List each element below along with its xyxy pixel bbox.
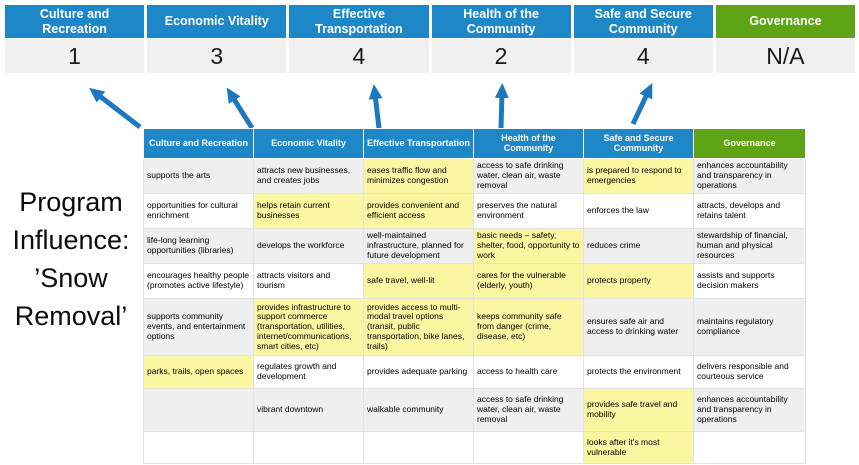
- matrix-cell: provides convenient and efficient access: [364, 194, 474, 229]
- matrix-cell: eases traffic flow and minimizes congestion: [364, 159, 474, 194]
- title-line: Influence:: [12, 225, 130, 255]
- matrix-cell: walkable community: [364, 389, 474, 432]
- matrix-cell: well-maintained infrastructure, planned for future development: [364, 229, 474, 264]
- matrix-cell: safe travel, well-lit: [364, 264, 474, 299]
- matrix-cell: provides access to multi-modal travel options (transit, public transportation, bike lanes, trails): [364, 299, 474, 356]
- scoreboard-category-label: Safe and Secure Community: [574, 5, 713, 38]
- matrix-cell: preserves the natural environment: [474, 194, 584, 229]
- matrix-cell: assists and supports decision makers: [694, 264, 806, 299]
- matrix-cell: [254, 432, 364, 464]
- matrix-cell: provides infrastructure to support commerce (transportation, utilities, internet/communications, smart cities, etc): [254, 299, 364, 356]
- matrix-cell: enhances accountability and transparency in operations: [694, 389, 806, 432]
- up-arrow-icon: [375, 94, 379, 128]
- matrix-cell: [474, 432, 584, 464]
- matrix-cell: [144, 432, 254, 464]
- matrix-cell: attracts new businesses, and creates jobs: [254, 159, 364, 194]
- matrix-column-header: Governance: [694, 129, 806, 159]
- table-row: [144, 229, 806, 264]
- scoreboard-category-label: Governance: [716, 5, 855, 38]
- matrix-cell: looks after it's most vulnerable: [584, 432, 694, 464]
- influence-matrix-table: [143, 128, 806, 464]
- matrix-cell: enforces the law: [584, 194, 694, 229]
- table-row: [144, 432, 806, 464]
- matrix-cell: provides adequate parking: [364, 356, 474, 389]
- matrix-cell: keeps community safe from danger (crime, disease, etc): [474, 299, 584, 356]
- table-row: [144, 159, 806, 194]
- scoreboard-category-label: Health of the Community: [432, 5, 571, 38]
- matrix-cell: protects the environment: [584, 356, 694, 389]
- matrix-cell: stewardship of financial, human and physical resources: [694, 229, 806, 264]
- scoreboard-score-value: 2: [432, 39, 571, 73]
- matrix-cell: access to health care: [474, 356, 584, 389]
- scoreboard-score-row: [5, 39, 855, 73]
- scoreboard-category-label: Economic Vitality: [147, 5, 286, 38]
- matrix-cell: basic needs – safety, shelter, food, opportunity to work: [474, 229, 584, 264]
- scoreboard-category-label: Culture and Recreation: [5, 5, 144, 38]
- matrix-cell: encourages healthy people (promotes active lifestyle): [144, 264, 254, 299]
- matrix-cell: attracts visitors and tourism: [254, 264, 364, 299]
- matrix-cell: protects property: [584, 264, 694, 299]
- table-row: [144, 264, 806, 299]
- matrix-cell: life-long learning opportunities (libraries): [144, 229, 254, 264]
- matrix-cell: helps retain current businesses: [254, 194, 364, 229]
- matrix-cell: develops the workforce: [254, 229, 364, 264]
- matrix-cell: reduces crime: [584, 229, 694, 264]
- matrix-cell: cares for the vulnerable (elderly, youth): [474, 264, 584, 299]
- matrix-cell: [364, 432, 474, 464]
- influence-table-body: [144, 159, 806, 464]
- table-row: [144, 356, 806, 389]
- up-arrow-icon: [501, 93, 502, 128]
- matrix-cell: [144, 389, 254, 432]
- scoreboard-score-value: 4: [289, 39, 428, 73]
- matrix-cell: [694, 432, 806, 464]
- scoreboard-score-value: 3: [147, 39, 286, 73]
- table-row: [144, 194, 806, 229]
- matrix-cell: enhances accountability and transparency in operations: [694, 159, 806, 194]
- matrix-header-row: [144, 129, 806, 159]
- scoreboard-header-row: [5, 5, 855, 38]
- title-line: Program: [19, 187, 123, 217]
- scoreboard-score-value: 1: [5, 39, 144, 73]
- scoreboard-score-value: 4: [574, 39, 713, 73]
- scoreboard-category-label: Effective Transportation: [289, 5, 428, 38]
- scoreboard-score-value: N/A: [716, 39, 855, 73]
- matrix-column-header: Economic Vitality: [254, 129, 364, 159]
- up-arrow-icon: [633, 92, 648, 124]
- matrix-cell: vibrant downtown: [254, 389, 364, 432]
- matrix-cell: access to safe drinking water, clean air, waste removal: [474, 159, 584, 194]
- up-arrow-icon: [232, 96, 252, 128]
- matrix-cell: provides safe travel and mobility: [584, 389, 694, 432]
- matrix-cell: attracts, develops and retains talent: [694, 194, 806, 229]
- matrix-column-header: Safe and Secure Community: [584, 129, 694, 159]
- matrix-cell: is prepared to respond to emergencies: [584, 159, 694, 194]
- table-row: [144, 389, 806, 432]
- matrix-column-header: Culture and Recreation: [144, 129, 254, 159]
- matrix-column-header: Effective Transportation: [364, 129, 474, 159]
- matrix-cell: ensures safe air and access to drinking water: [584, 299, 694, 356]
- matrix-cell: supports the arts: [144, 159, 254, 194]
- title-line: ’Snow: [34, 263, 108, 293]
- matrix-cell: access to safe drinking water, clean air, waste removal: [474, 389, 584, 432]
- title-line: Removal’: [14, 301, 128, 331]
- up-arrow-icon: [97, 94, 140, 127]
- program-influence-title: [0, 183, 142, 335]
- matrix-column-header: Health of the Community: [474, 129, 584, 159]
- matrix-cell: delivers responsible and courteous service: [694, 356, 806, 389]
- matrix-cell: parks, trails, open spaces: [144, 356, 254, 389]
- matrix-cell: maintains regulatory compliance: [694, 299, 806, 356]
- table-row: [144, 299, 806, 356]
- matrix-cell: supports community events, and entertainment options: [144, 299, 254, 356]
- matrix-cell: opportunities for cultural enrichment: [144, 194, 254, 229]
- matrix-cell: regulates growth and development: [254, 356, 364, 389]
